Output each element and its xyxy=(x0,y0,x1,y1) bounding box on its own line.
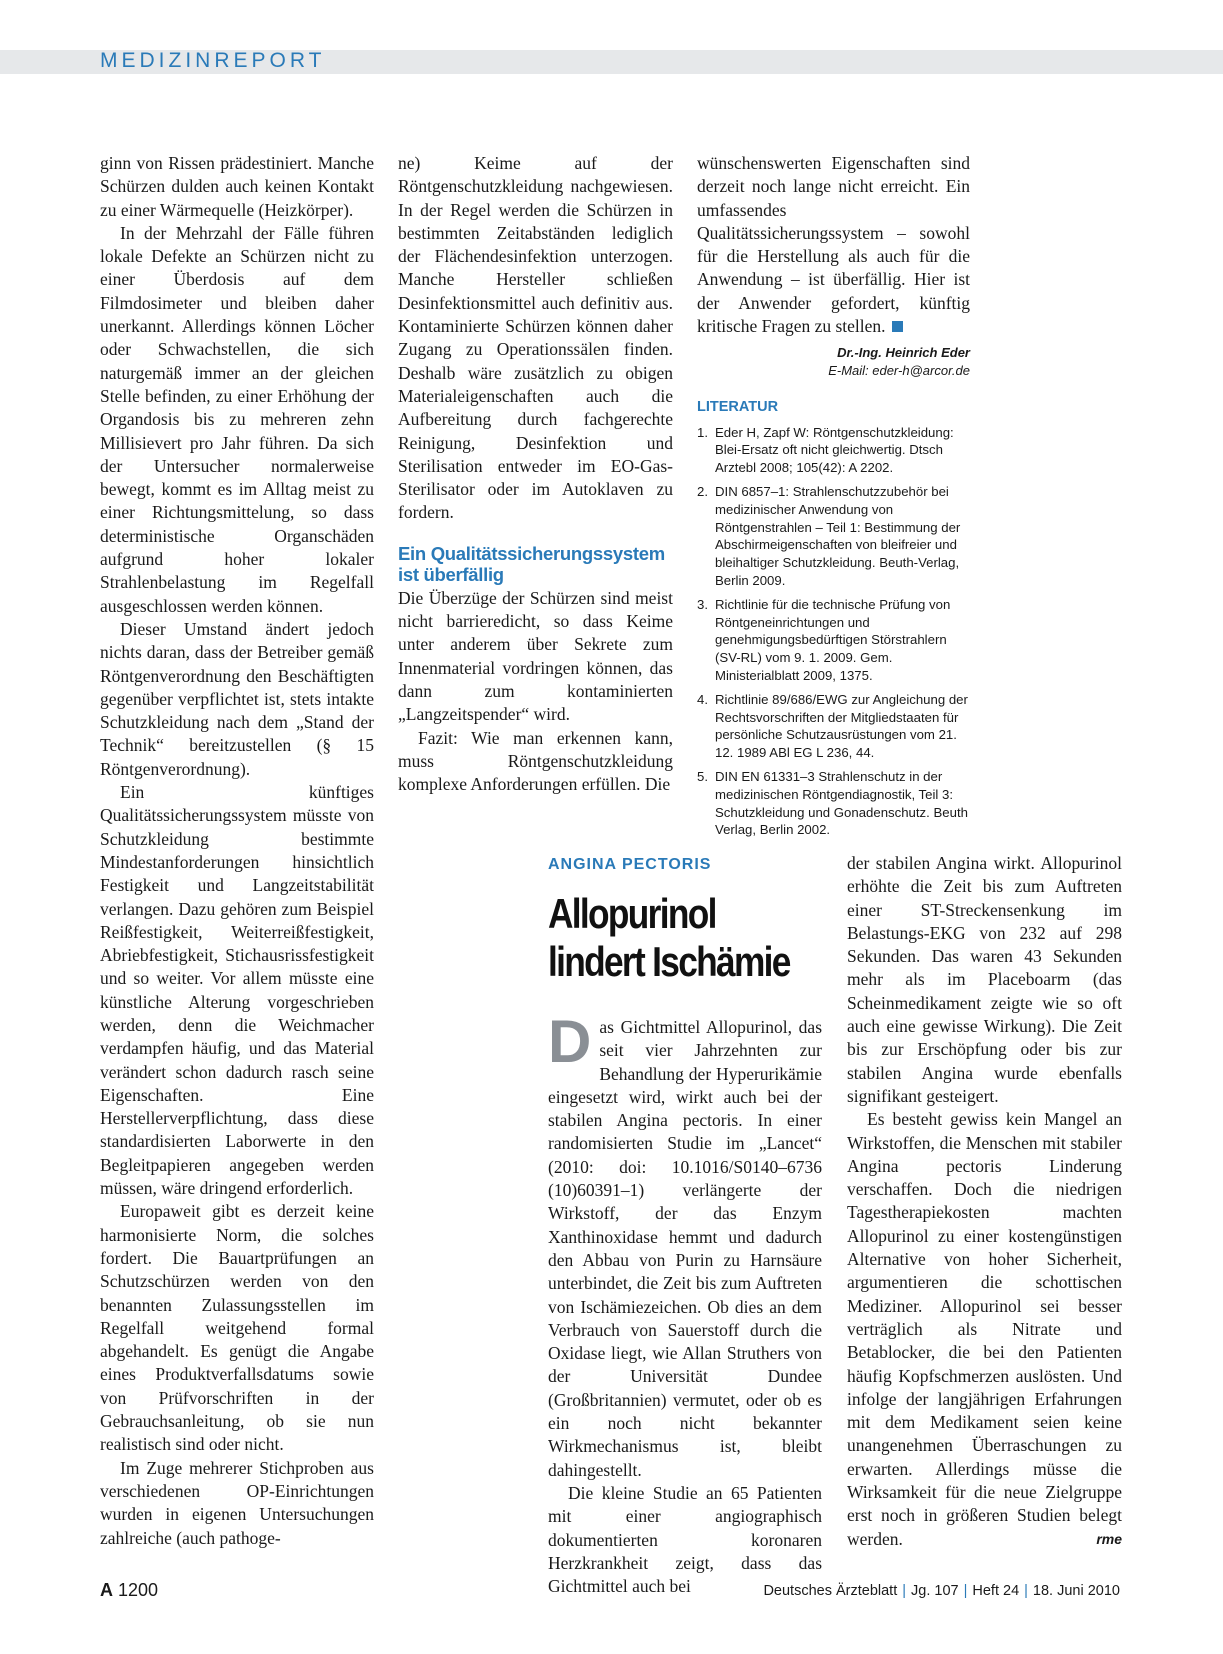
closing-paragraph-text: wünschenswerten Eigenschaften sind derzeit noch lange nicht erreicht. Ein umfassendes Qualitätssicherungssystem – sowohl für die Herstellung als auch für die Anwendung – ist überfällig. Hier ist der Anwender gefordert, künftig kritische Fragen zu stellen. xyxy=(697,153,970,337)
author-email: E-Mail: eder-h@arcor.de xyxy=(828,363,970,379)
literature-number: 5. xyxy=(697,769,708,785)
literature-item xyxy=(697,483,970,590)
literature-text: DIN EN 61331–3 Strahlenschutz in der medizinischen Röntgendiagnostik, Teil 3: Schutzkleidung und Gonadenschutz. Beuth Verlag, Berlin 2002. xyxy=(715,769,968,838)
page-prefix: A xyxy=(100,1580,113,1600)
literature-item xyxy=(697,768,970,839)
article-column-1 xyxy=(548,1008,822,1598)
literature-text: Eder H, Zapf W: Röntgenschutzkleidung: Blei-Ersatz oft nicht gleichwertig. Dtsch Arztebl 2008; 105(42): A 2202. xyxy=(715,424,954,476)
literature-title: LITERATUR xyxy=(697,399,779,416)
literature-number: 1. xyxy=(697,424,708,440)
article-headline: Allopurinol lindert Ischämie xyxy=(548,890,790,985)
journal-volume: Jg. 107 xyxy=(911,1583,959,1599)
section-label: MEDIZINREPORT xyxy=(100,49,326,72)
subheading: Ein Qualitätssicherungssystem ist überfällig xyxy=(398,542,665,585)
page-number xyxy=(100,1580,158,1601)
paragraph: Europaweit gibt es derzeit keine harmonisierte Norm, die solches fordert. Die Bauartprüfungen an Schutzschürzen werden von den benannten Zulassungsstellen im Regelfall weitgehend formal abgehandelt. Es genügt die Angabe eines Produktverfallsdatums sowie von Prüfvorschriften in der Gebrauchsanleitung, ob sie nun realistisch sind oder nicht. xyxy=(100,1201,374,1455)
paragraph: Ein künftiges Qualitätssicherungssystem müsste von Schutzkleidung bestimmte Mindestanforderungen hinsichtlich Festigkeit und Langzeitstabilität verlangen. Dazu gehören zum Beispiel Reißfestigkeit, Weiterreißfestigkeit, Abriebfestigkeit, Stichausrissfestigkeit und so weiter. Vor allem müsste eine künstliche Alterung vorgeschrieben werden, denn die Weichmacher verdampfen häufig, und das Material verändert schon dadurch rasch seine Eigenschaften. Eine Herstellerverpflichtung, dass diese standardisierten Laborwerte in den Begleitpapieren angegeben werden müssen, wäre dringend erforderlich. xyxy=(100,782,374,1199)
paragraph: Dieser Umstand ändert jedoch nichts daran, dass der Betreiber gemäß Röntgenverordnung den Beschäftigten gegenüber verpflichtet ist, stets intakte Schutzkleidung nach dem „Stand der Technik“ bereitzustellen (§ 15 Röntgenverordnung). xyxy=(100,618,374,779)
paragraph xyxy=(548,1008,822,1482)
journal-issue: Heft 24 xyxy=(972,1583,1020,1599)
page-number-value: 1200 xyxy=(118,1580,159,1600)
literature-item xyxy=(697,424,970,477)
author-name: Dr.-Ing. Heinrich Eder xyxy=(837,345,970,361)
paragraph: Die kleine Studie an 65 Patienten mit einer angiographisch dokumentierten koronaren Herzkrankheit zeigt, dass das Gichtmittel auch bei xyxy=(548,1482,822,1597)
literature-item xyxy=(697,691,970,762)
paragraph: der stabilen Angina wirkt. Allopurinol erhöhte die Zeit bis zum Auftreten einer ST-Streckensenkung im Belastungs-EKG von 232 auf 298 Sekunden. Das waren 43 Sekunden mehr als im Placeboarm (das Scheinmedikament zeigte wie so oft auch eine gewisse Wirkung). Die Zeit bis zur Erschöpfung oder bis zur stabilen Angina wurde ebenfalls signifikant gesteigert. xyxy=(847,853,1122,1106)
journal-date: 18. Juni 2010 xyxy=(1032,1583,1120,1599)
column-3 xyxy=(697,152,970,845)
author-block xyxy=(697,344,970,380)
column-2 xyxy=(398,152,673,796)
paragraph: ne) Keime auf der Röntgenschutzkleidung nachgewiesen. In der Regel werden die Schürzen in bestimmten Zeitabständen lediglich der Flächendesinfektion unterzogen. Manche Hersteller schließen Desinfektionsmittel auch definitiv aus. Kontaminierte Schürzen können daher Zugang zu Operationssälen finden. Deshalb wäre zusätzlich zu obigen Materialeigenschaften auch die Aufbereitung durch fachgerechte Reinigung, Desinfektion und Sterilisation entweder im EO-Gas-Sterilisator oder im Autoklaven zu fordern. xyxy=(398,153,673,523)
drop-cap: D xyxy=(548,1008,592,1075)
journal-name: Deutsches Ärzteblatt xyxy=(763,1583,898,1599)
journal-footer xyxy=(763,1583,1120,1599)
paragraph: ginn von Rissen prädestiniert. Manche Schürzen dulden auch keinen Kontakt zu einer Wärmequelle (Heizkörper). xyxy=(100,153,374,220)
paragraph: Die Überzüge der Schürzen sind meist nicht barrieredicht, so dass Keime unter anderem über Sekrete zum Innenmaterial vordringen können, das dann zum kontaminierten „Langzeitspender“ wird. xyxy=(398,587,673,725)
lead-paragraph-text: as Gichtmittel Allopurinol, das seit vier Jahrzehnten zur Behandlung der Hyperurikämie eingesetzt wird, wirkt auch bei der stabilen Angina pectoris. In einer randomisierten Studie im „Lancet“ (2010: doi: 10.1016/S0140–6736 (10)60391–1) verlängerte der Wirkstoff, der das Enzym Xanthinoxidase hemmt und dadurch den Abbau von Purin zu Harnsäure unterbindet, die Zeit bis zum Auftreten von Ischämiezeichen. Ob dies an dem Verbrauch von Sauerstoff durch die Oxidase liegt, wie Allan Struthers von der Universität Dundee (Großbritannien) vermutet, oder ob es ein noch nicht bekannter Wirkmechanismus ist, bleibt dahingestellt. xyxy=(548,1017,822,1480)
article-kicker: ANGINA PECTORIS xyxy=(548,856,712,873)
literature-number: 4. xyxy=(697,691,708,707)
paragraph xyxy=(847,1108,1122,1551)
paragraph xyxy=(697,152,970,338)
literature-list xyxy=(697,424,970,840)
footer-separator: | xyxy=(1024,1583,1028,1599)
paragraph: Im Zuge mehrerer Stichproben aus verschiedenen OP-Einrichtungen wurden in eigenen Untersuchungen zahlreiche (auch pathoge- xyxy=(100,1457,374,1548)
footer-separator: | xyxy=(902,1583,907,1599)
literature-text: DIN 6857–1: Strahlenschutzzubehör bei medizinischer Anwendung von Röntgenstrahlen – Teil 1: Bestimmung der Abschirmeigenschaften von bleifreier und bleihaltiger Schutzkleidung. Beuth-Verlag, Berlin 2009. xyxy=(715,484,961,589)
paragraph: In der Mehrzahl der Fälle führen lokale Defekte an Schürzen nicht zu einer Überdosis auf dem Filmdosimeter und bleiben daher unerkannt. Allerdings können Löcher oder Schwachstellen, die sich naturgemäß immer an der gleichen Stelle befinden, zu einer Erhöhung der Organdosis bis zu mehreren zehn Millisievert pro Jahr führen. Da sich der Untersucher normalerweise bewegt, kommt es im Alltag meist zu einer Richtungsmittelung, so dass deterministische Organschäden aufgrund hoher lokaler Strahlenbelastung im Regelfall ausgeschlossen werden können. xyxy=(100,222,374,616)
literature-text: Richtlinie für die technische Prüfung von Röntgeneinrichtungen und genehmigungsbedürftigen Störstrahlern (SV-RL) vom 9. 1. 2009. Gem. Ministerialblatt 2009, 1375. xyxy=(715,596,951,684)
literature-number: 3. xyxy=(697,596,708,612)
footer-separator: | xyxy=(963,1583,968,1599)
author-signature: rme xyxy=(1096,1530,1122,1547)
end-of-article-square-icon xyxy=(892,321,903,332)
literature-number: 2. xyxy=(697,484,708,500)
literature-text: Richtlinie 89/686/EWG zur Angleichung der Rechtsvorschriften der Mitgliedstaaten für persönliche Schutzausrüstungen vom 21. 12. 1989 ABl EG L 236, 44. xyxy=(715,691,968,761)
paragraph-text: Es besteht gewiss kein Mangel an Wirkstoffen, die Menschen mit stabiler Angina pectoris Linderung verschaffen. Doch die niedrigen Tagestherapiekosten machten Allopurinol zu einer kostengünstigen Alternative von hoher Sicherheit, argumentieren die schottischen Mediziner. Allopurinol sei besser verträglich als Nitrate und Betablocker, die bei den Patienten häufig Kopfschmerzen auslösten. Und infolge der langjährigen Erfahrungen mit dem Medikament seien keine unangenehmen Überraschungen zu erwarten. Allerdings müsse die Wirksamkeit für die neue Zielgruppe erst noch in größeren Studien belegt werden. xyxy=(847,1109,1122,1549)
literature-item xyxy=(697,596,970,685)
column-1 xyxy=(100,152,374,1550)
article-column-2 xyxy=(847,852,1122,1551)
paragraph: Fazit: Wie man erkennen kann, muss Röntgenschutzkleidung komplexe Anforderungen erfüllen. Die xyxy=(398,727,673,795)
